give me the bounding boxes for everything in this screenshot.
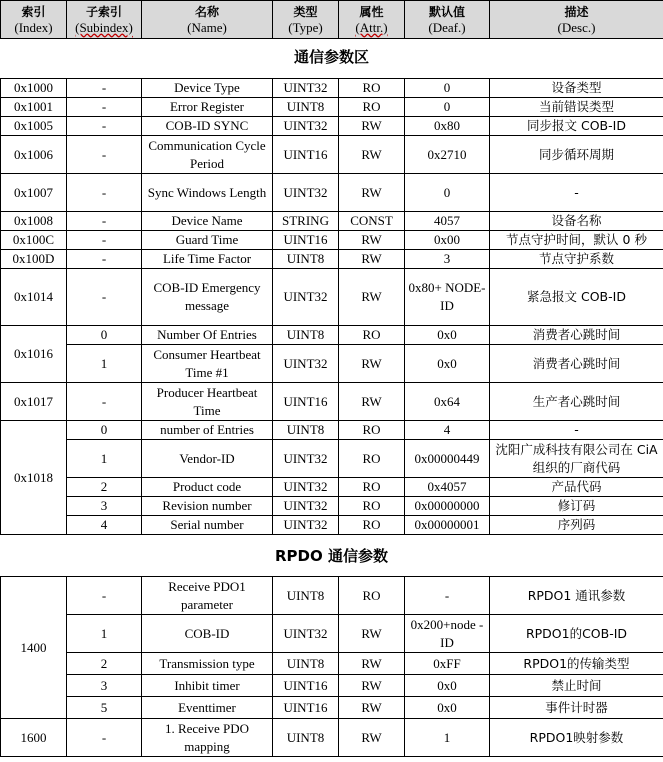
table-row [1,516,663,535]
type-cell: UINT8 [273,326,339,345]
name-cell: Transmission type [142,653,273,675]
desc-cell: 设备名称 [490,212,663,231]
index-cell: 0x1005 [1,117,67,136]
default-cell: 0x64 [405,383,490,421]
index-cell: 0x1000 [1,79,67,98]
attr-cell: RW [339,615,405,653]
type-cell: UINT16 [273,697,339,719]
desc-cell: RPDO1的传输类型 [490,653,663,675]
desc-cell: 沈阳广成科技有限公司在 CiA组织的厂商代码 [490,440,663,478]
table-row [1,615,663,653]
subindex-cell: 1 [67,440,142,478]
index-cell: 1400 [1,577,67,719]
desc-cell: 紧急报文 COB-ID [490,269,663,326]
type-cell: UINT16 [273,675,339,697]
header-deaf-zh: 默认值 [428,4,465,19]
attr-cell: RO [339,577,405,615]
default-cell: 0x4057 [405,478,490,497]
table-row [1,117,663,136]
index-cell: 0x1001 [1,98,67,117]
index-cell: 0x1018 [1,421,67,535]
name-cell: Communication Cycle Period [142,136,273,174]
attr-cell: RO [339,516,405,535]
type-cell: UINT16 [273,383,339,421]
default-cell: 0x2710 [405,136,490,174]
desc-cell: - [490,174,663,212]
index-cell: 0x1007 [1,174,67,212]
table-row [1,719,663,757]
attr-cell: RO [339,440,405,478]
default-cell: 0x00000001 [405,516,490,535]
default-cell: 0x0 [405,675,490,697]
table-row [1,174,663,212]
table-row [1,577,663,615]
subindex-cell: 2 [67,653,142,675]
name-cell: Number Of Entries [142,326,273,345]
index-cell: 0x1016 [1,326,67,383]
header-attr [339,1,405,39]
attr-cell: RO [339,478,405,497]
section-title-rpdo: RPDO 通信参数 [275,547,388,565]
table-row [1,136,663,174]
header-deaf-en: (Deaf.) [428,19,466,35]
subindex-cell: 2 [67,478,142,497]
type-cell: UINT32 [273,440,339,478]
name-cell: Device Name [142,212,273,231]
table-row [1,440,663,478]
comm-param-table [0,0,663,39]
subindex-cell: - [67,719,142,757]
subindex-cell: 1 [67,615,142,653]
name-cell: Product code [142,478,273,497]
subindex-cell: - [67,117,142,136]
table-row [1,653,663,675]
index-cell: 0x1014 [1,269,67,326]
type-cell: UINT8 [273,250,339,269]
type-cell: UINT32 [273,79,339,98]
name-cell: COB-ID [142,615,273,653]
type-cell: UINT8 [273,653,339,675]
header-index [1,1,67,39]
type-cell: UINT32 [273,615,339,653]
type-cell: UINT32 [273,174,339,212]
header-desc-en: (Desc.) [557,19,596,35]
name-cell: Producer Heartbeat Time [142,383,273,421]
attr-cell: RW [339,653,405,675]
attr-cell: RW [339,675,405,697]
desc-cell: 设备类型 [490,79,663,98]
table-row [1,269,663,326]
header-attr-zh: 属性 [359,4,384,19]
desc-cell: 生产者心跳时间 [490,383,663,421]
desc-cell: 禁止时间 [490,675,663,697]
table-row [1,421,663,440]
type-cell: UINT8 [273,421,339,440]
attr-cell: RW [339,136,405,174]
index-cell: 0x100C [1,231,67,250]
type-cell: UINT16 [273,231,339,250]
attr-cell: RW [339,250,405,269]
subindex-cell: 0 [67,326,142,345]
name-cell: Consumer Heartbeat Time #1 [142,345,273,383]
subindex-cell: 1 [67,345,142,383]
table-row [1,231,663,250]
desc-cell: RPDO1 通讯参数 [490,577,663,615]
name-cell: Vendor-ID [142,440,273,478]
type-cell: UINT8 [273,98,339,117]
subindex-cell: - [67,231,142,250]
type-cell: UINT32 [273,516,339,535]
desc-cell: - [490,421,663,440]
subindex-cell: - [67,174,142,212]
attr-cell: RO [339,497,405,516]
desc-cell: 修订码 [490,497,663,516]
subindex-cell: 3 [67,497,142,516]
header-name [142,1,273,39]
default-cell: 0x80+ NODE-ID [405,269,490,326]
desc-cell: 产品代码 [490,478,663,497]
name-cell: Revision number [142,497,273,516]
name-cell: Eventtimer [142,697,273,719]
attr-cell: RO [339,79,405,98]
attr-cell: RO [339,326,405,345]
table-row [1,675,663,697]
desc-cell: 当前错误类型 [490,98,663,117]
header-type [273,1,339,39]
subindex-cell: - [67,250,142,269]
index-cell: 0x1006 [1,136,67,174]
index-cell: 0x1008 [1,212,67,231]
default-cell: 1 [405,719,490,757]
desc-cell: RPDO1的COB-ID [490,615,663,653]
attr-cell: CONST [339,212,405,231]
table-row [1,98,663,117]
table-row [1,212,663,231]
type-cell: UINT32 [273,117,339,136]
subindex-cell: - [67,212,142,231]
default-cell: 0xFF [405,653,490,675]
default-cell: 0 [405,98,490,117]
header-row [1,1,663,39]
name-cell: Serial number [142,516,273,535]
table-row [1,326,663,345]
type-cell: UINT32 [273,478,339,497]
table-row [1,697,663,719]
desc-cell: 同步循环周期 [490,136,663,174]
header-type-zh: 类型 [293,4,318,19]
default-cell: - [405,577,490,615]
subindex-cell: - [67,136,142,174]
desc-cell: RPDO1映射参数 [490,719,663,757]
default-cell: 4057 [405,212,490,231]
table-row [1,383,663,421]
name-cell: Life Time Factor [142,250,273,269]
header-name-zh: 名称 [194,4,219,19]
subindex-cell: - [67,577,142,615]
default-cell: 3 [405,250,490,269]
desc-cell: 事件计时器 [490,697,663,719]
subindex-cell: 0 [67,421,142,440]
subindex-cell: - [67,269,142,326]
comm-table-body [0,78,663,535]
header-type-en: (Type) [288,19,323,35]
header-name-en: (Name) [187,19,227,35]
attr-cell: RW [339,231,405,250]
attr-cell: RW [339,174,405,212]
index-cell: 0x100D [1,250,67,269]
default-cell: 0x00000449 [405,440,490,478]
attr-cell: RW [339,269,405,326]
name-cell: Inhibit timer [142,675,273,697]
header-subindex-en: (Subindex) [75,19,133,35]
attr-cell: RO [339,98,405,117]
table-row [1,478,663,497]
attr-cell: RW [339,117,405,136]
default-cell: 0x00 [405,231,490,250]
name-cell: COB-ID Emergency message [142,269,273,326]
default-cell: 0 [405,174,490,212]
attr-cell: RW [339,345,405,383]
table-row [1,497,663,516]
desc-cell: 节点守护系数 [490,250,663,269]
desc-cell: 消费者心跳时间 [490,345,663,383]
default-cell: 0x200+node -ID [405,615,490,653]
subindex-cell: - [67,98,142,117]
default-cell: 0x0 [405,697,490,719]
default-cell: 0x0 [405,345,490,383]
subindex-cell: 3 [67,675,142,697]
subindex-cell: 4 [67,516,142,535]
default-cell: 0x80 [405,117,490,136]
type-cell: UINT32 [273,497,339,516]
header-desc-zh: 描述 [564,4,589,19]
attr-cell: RO [339,421,405,440]
desc-cell: 同步报文 COB-ID [490,117,663,136]
name-cell: Error Register [142,98,273,117]
section-title-comm: 通信参数区 [293,48,369,66]
rpdo-table [0,576,663,757]
name-cell: number of Entries [142,421,273,440]
type-cell: STRING [273,212,339,231]
default-cell: 0 [405,79,490,98]
desc-cell: 消费者心跳时间 [490,326,663,345]
type-cell: UINT32 [273,345,339,383]
name-cell: Sync Windows Length [142,174,273,212]
header-desc [490,1,663,39]
name-cell: Device Type [142,79,273,98]
subindex-cell: 5 [67,697,142,719]
name-cell: 1. Receive PDO mapping [142,719,273,757]
header-index-en: (Index) [14,19,53,35]
attr-cell: RW [339,697,405,719]
name-cell: Guard Time [142,231,273,250]
header-index-zh: 索引 [21,4,46,19]
desc-cell: 节点守护时间，默认 0 秒 [490,231,663,250]
desc-cell: 序列码 [490,516,663,535]
name-cell: COB-ID SYNC [142,117,273,136]
default-cell: 0x0 [405,326,490,345]
attr-cell: RW [339,719,405,757]
name-cell: Receive PDO1 parameter [142,577,273,615]
type-cell: UINT32 [273,269,339,326]
table-row [1,345,663,383]
default-cell: 0x00000000 [405,497,490,516]
table-row [1,250,663,269]
header-subindex [67,1,142,39]
subindex-cell: - [67,383,142,421]
header-subindex-zh: 子索引 [85,4,122,19]
type-cell: UINT16 [273,136,339,174]
header-deaf [405,1,490,39]
subindex-cell: - [67,79,142,98]
index-cell: 0x1017 [1,383,67,421]
index-cell: 1600 [1,719,67,757]
table-row [1,79,663,98]
attr-cell: RW [339,383,405,421]
default-cell: 4 [405,421,490,440]
header-attr-en: (Attr.) [355,19,388,35]
type-cell: UINT8 [273,719,339,757]
type-cell: UINT8 [273,577,339,615]
